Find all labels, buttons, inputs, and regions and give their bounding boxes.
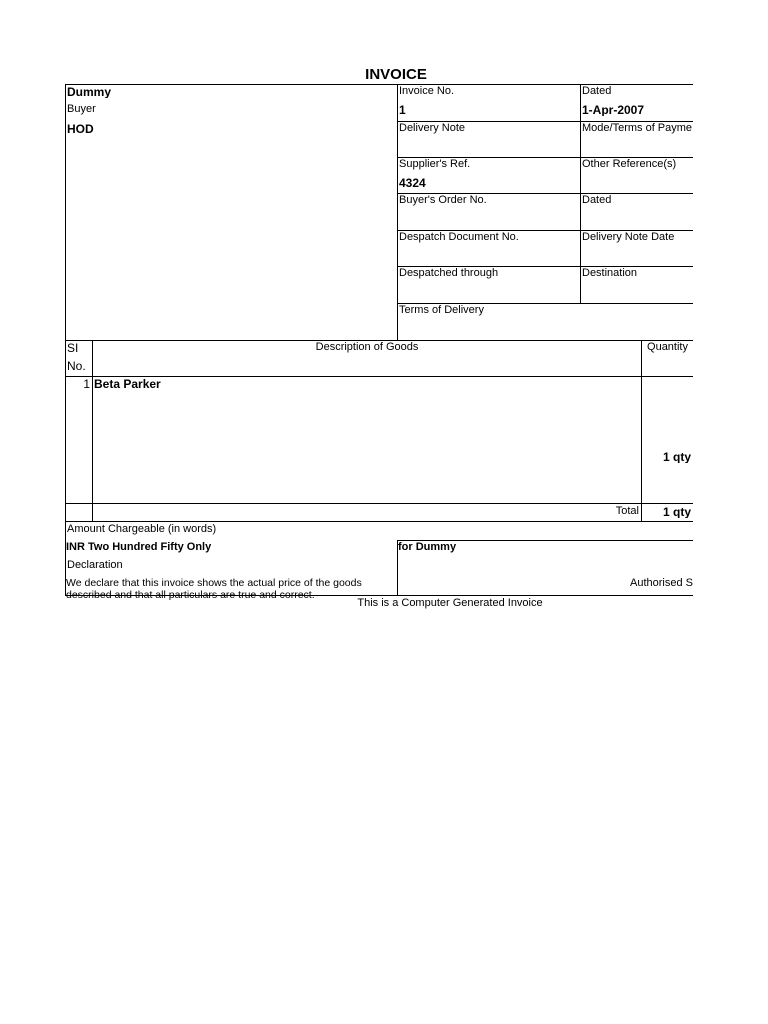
mode-terms-label: Mode/Terms of Payme [582,123,693,134]
amount-words-value: INR Two Hundred Fifty Only [66,542,212,553]
item-description: Beta Parker [94,378,161,390]
total-label: Total [615,506,639,517]
buyer-name: HOD [67,123,94,135]
left-border [65,84,66,596]
row-line-3 [397,193,693,194]
suppliers-ref-value: 4324 [399,177,426,189]
description-header: Description of Goods [315,342,419,353]
item-si: 1 [83,378,90,390]
amount-words-label: Amount Chargeable (in words) [67,524,217,535]
buyers-order-label: Buyer's Order No. [399,195,487,206]
invoice-title: INVOICE [365,67,427,82]
quantity-divider [641,340,642,521]
destination-label: Destination [582,268,638,279]
delivery-note-label: Delivery Note [399,123,466,134]
buyer-label: Buyer [67,104,96,115]
row-line-6 [397,303,693,304]
total-row-bottom-border [65,521,693,522]
row-line-5 [397,266,693,267]
si-divider [92,340,93,521]
other-refs-label: Other Reference(s) [582,159,677,170]
total-row-top-border [65,503,693,504]
authorised-signatory: Authorised S [630,578,693,589]
footer-note: This is a Computer Generated Invoice [357,598,543,609]
suppliers-ref-label: Supplier's Ref. [399,159,471,170]
despatch-doc-label: Despatch Document No. [399,232,519,243]
for-company-label: for Dummy [398,542,457,553]
right-col-divider [580,84,581,303]
item-quantity: 1 qty [662,451,691,463]
si-header: SI [67,342,79,354]
seller-name: Dummy [67,86,112,98]
terms-of-delivery-label: Terms of Delivery [399,305,484,316]
si-header-no: No. [67,360,86,372]
middle-divider [397,84,398,340]
items-header-bottom-border [65,376,693,377]
despatched-through-label: Despatched through [399,268,499,279]
total-quantity: 1 qty [662,506,691,518]
top-border [65,84,693,85]
invoice-no-label: Invoice No. [399,86,455,97]
dated-label: Dated [582,86,612,97]
declaration-label: Declaration [67,560,123,571]
items-header-top-border [65,340,693,341]
row-line-4 [397,230,693,231]
order-dated-label: Dated [582,195,612,206]
dated-value: 1-Apr-2007 [582,104,645,116]
row-line-1 [397,121,693,122]
declaration-line-1: We declare that this invoice shows the actual price of the goods [66,578,362,589]
quantity-header: Quantity [647,342,688,353]
signatory-top-border [397,540,693,541]
delivery-note-date-label: Delivery Note Date [582,232,675,243]
row-line-2 [397,157,693,158]
declaration-line-2: described and that all particulars are true and correct. [66,590,315,601]
invoice-no-value: 1 [399,104,406,116]
